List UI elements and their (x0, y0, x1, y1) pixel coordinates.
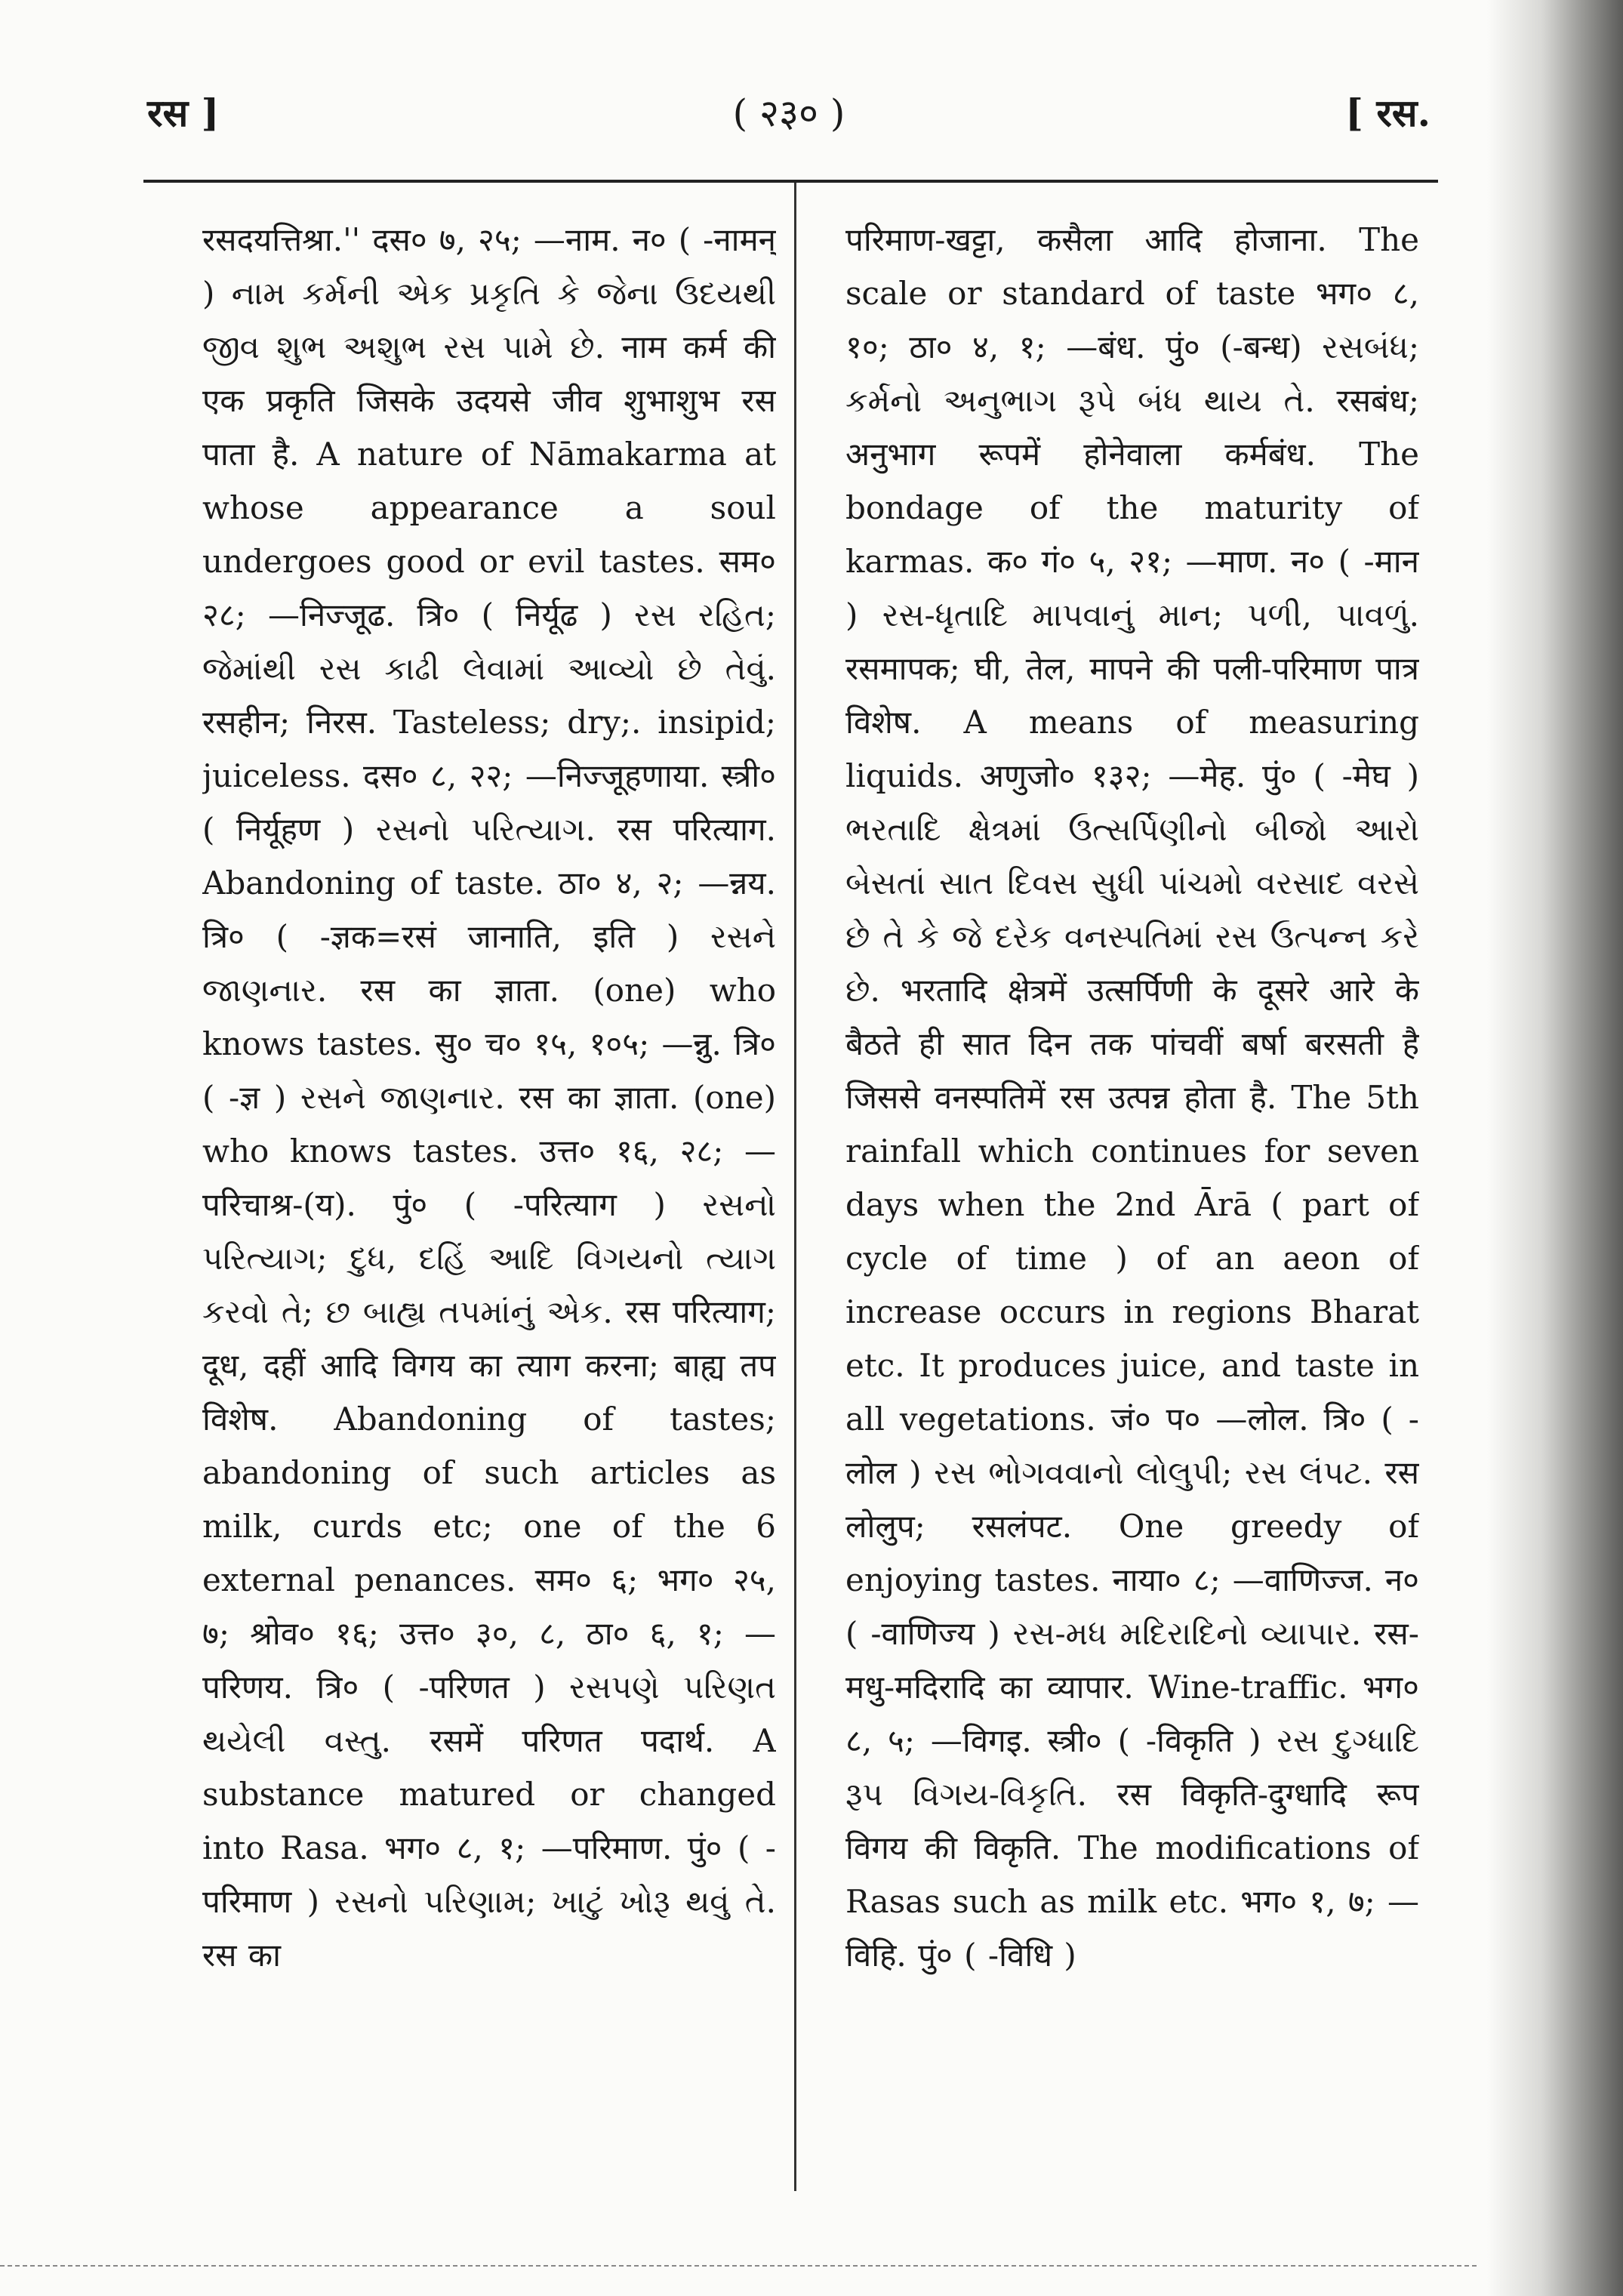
right-column-text: परिमाण-खट्टा, कसैला आदि होजाना. The scale or standard of taste भग० ८, १०; ठा० ४, १; —बंध. पुं० (-बन्ध) રસબંધ; કર્મનો અનુભાગ રૂપે બંધ થાય તે. रसबंध; अनुभाग रूपमें होनेवाला कर्मबंध. The bondage of the maturity of karmas. क० गं० ५, २१; —माण. न० ( -मान ) રસ-ધૃતાદિ માપવાનું માન; પળી, પાવળું. रसमापक; घी, तेल, मापने की पली-परिमाण पात्र विशेष. A means of measuring liquids. अणुजो० १३२; —मेह. पुं० ( -मेघ ) ભરતાદિ ક્ષેત્રમાં ઉત્સર્પિણીનો બીજો આરો બેસતાં સાત દિવસ સુધી પાંચમો વરસાદ વરસે છે તે કે જે દરેક વનસ્પતિમાં રસ ઉત્પન્ન કરે છે. भरतादि क्षेत्रमें उत्सर्पिणी के दूसरे आरे के बैठते ही सात दिन तक पांचवीं बर्षा बरसती है जिससे वनस्पतिमें रस उत्पन्न होता है. The 5th rainfall which continues for seven days when the 2nd Ārā ( part of cycle of time ) of an aeon of increase occurs in regions Bharat etc. It produces juice, and taste in all vegetations. जं० प० —लोल. त्रि० ( -लोल ) રસ ભોગવવાનો લોલુપી; રસ લંપટ. रस लोलुप; रसलंपट. One greedy of enjoying tastes. नाया० ८; —वाणिज्ज. न० ( -वाणिज्य ) રસ-મધ મદિરાદિનો વ્યાપાર. रस-मधु-मदिरादि का व्यापार. Wine-traffic. भग० ८, ५; —विगइ. स्त्री० ( -विकृति ) રસ દુગ્ધાદિ રૂપ વિગય-વિકૃતિ. रस विकृति-दुग्धादि रूप विगय की विकृति. The modifications of Rasas such as milk etc. भग० १, ७; —विहि. पुं० ( -विधि ) (845, 221, 1419, 1974)
left-column-text: रसदयत्तिश्रा.'' दस० ७, २५; —नाम. न० ( -नामन् ) નામ કર્મની એક પ્રકૃતિ કે જેના ઉદયથી જીવ શુભ અશુભ રસ પામે છે. नाम कर्म की एक प्रकृति जिसके उदयसे जीव शुभाशुभ रस पाता है. A nature of Nāmakarma at whose appearance a soul undergoes good or evil tastes. सम० २८; —निज्जूढ. त्रि० ( निर्यूढ ) રસ રહિત; જેમાંથી રસ કાઢી લેવામાં આવ્યો છે તેવું. रसहीन; निरस. Tasteless; dry;. insipid; juiceless. दस० ८, २२; —निज्जूहणाया. स्त्री० ( निर्यूहण ) રસનો પરિત્યાગ. रस परित्याग. Abandoning of taste. ठा० ४, २; —न्नय. त्रि० ( -ज्ञक=रसं जानाति, इति ) રસને જાણનાર. रस का ज्ञाता. (one) who knows tastes. सु० च० १५, १०५; —न्नु. त्रि० ( -ज्ञ ) રસને જાણનાર. रस का ज्ञाता. (one) who knows tastes. उत्त० १६, २८; —परिचाश्र-(य). पुं० ( -परित्याग ) રસનો પરિત્યાગ; દુધ, દહિં આદિ વિગયનો ત્યાગ કરવો તે; છ બાહ્ય તપમાંનું એક. रस परित्याग; दूध, दहीं आदि विगय का त्याग करना; बाह्य तप विशेष. Abandoning of tastes; abandoning of such articles as milk, curds etc; one of the 6 external penances. सम० ६; भग० २५, ७; श्रोव० १६; उत्त० ३०, ८, ठा० ६, १; —परिणय. त्रि० ( -परिणत ) રસપણે પરિણત થયેલી વસ્તુ. रसमें परिणत पदार्थ. A substance matured or changed into Rasa. भग० ८, १; —परिमाण. पुं० ( -परिमाण ) રસનો પરિણામ; ખાટું ખોરૂ થવું તે. रस का (202, 221, 776, 1974)
bottom-dotted-rule (0, 2265, 1480, 2267)
page-edge-shadow (1487, 0, 1623, 2296)
column-divider (794, 183, 796, 2191)
header-left-word: रस ] (147, 91, 220, 135)
right-column (845, 213, 1419, 2191)
header-rule (143, 180, 1438, 183)
page-header (147, 83, 1431, 143)
header-right-word: [ रस. (1345, 91, 1431, 135)
page-number: ( २३० ) (732, 91, 845, 135)
left-column (202, 213, 776, 2191)
